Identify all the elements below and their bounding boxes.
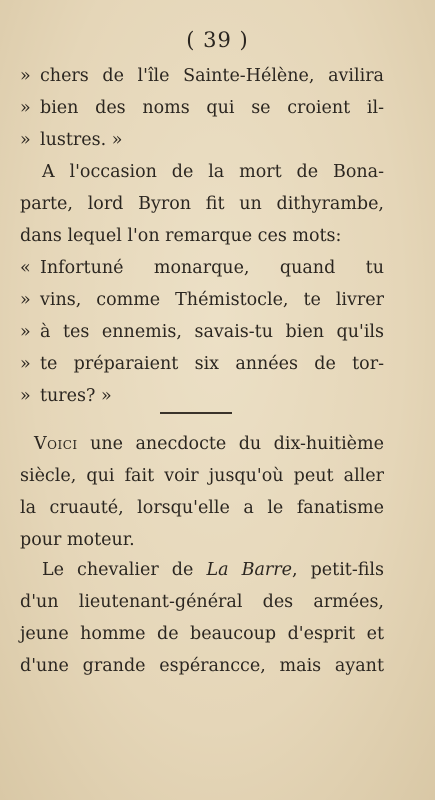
line-text: lustres. »: [40, 130, 123, 150]
line-text: d'un lieutenant-général des armées,: [20, 592, 384, 612]
quote-mark: »: [20, 66, 31, 86]
text-line: [20, 554, 384, 586]
line-text: la cruauté, lorsqu'elle a le fanatisme: [20, 498, 384, 518]
lead-word: Voici: [34, 434, 78, 454]
text-line: [20, 92, 384, 124]
line-text: siècle, qui fait voir jusqu'où peut aller: [20, 466, 384, 486]
quote-mark: «: [20, 258, 31, 278]
quote-mark: »: [20, 130, 31, 150]
quote-mark: »: [20, 290, 31, 310]
text-line: [20, 284, 384, 316]
text-line: [20, 156, 384, 188]
line-text: bien des noms qui se croient il-: [40, 98, 384, 118]
line-text: , petit-fils: [291, 560, 384, 580]
page-number: ( 39 ): [186, 28, 249, 52]
quote-mark: »: [20, 386, 31, 406]
text-line: [20, 252, 384, 284]
line-text: pour moteur.: [20, 530, 135, 550]
line-text: parte, lord Byron fit un dithyrambe,: [20, 194, 384, 214]
quote-continuation: [20, 60, 384, 156]
quote-mark: »: [20, 354, 31, 374]
text-line: [20, 650, 384, 682]
line-text: jeune homme de beaucoup d'esprit et: [20, 624, 384, 644]
line-text: chers de l'île Sainte-Hélène, avilira: [40, 66, 384, 86]
text-line: [20, 586, 384, 618]
name-la-barre: La Barre: [206, 560, 292, 580]
line-text: une anecdocte du dix-huitième: [90, 434, 384, 454]
line-text: A l'occasion de la mort de Bona-: [42, 162, 384, 182]
text-line: [20, 220, 384, 252]
line-text: à tes ennemis, savais-tu bien qu'ils: [40, 322, 384, 342]
text-line: [20, 524, 384, 556]
paragraph-byron: [20, 156, 384, 252]
text-line: [20, 380, 384, 412]
paragraph-la-barre: [20, 554, 384, 682]
section-divider: [160, 412, 232, 414]
line-text: vins, comme Thémistocle, te livrer: [40, 290, 384, 310]
line-text: Le chevalier de: [42, 560, 194, 580]
line-text: dans lequel l'on remarque ces mots:: [20, 226, 342, 246]
text-line: [20, 492, 384, 524]
text-line: [20, 460, 384, 492]
line-text: te préparaient six années de tor-: [40, 354, 384, 374]
text-line: [20, 428, 384, 460]
line-text: Infortuné monarque, quand tu: [40, 258, 384, 278]
text-line: [20, 60, 384, 92]
line-text: d'une grande espérancce, mais ayant: [20, 656, 384, 676]
quote-mark: »: [20, 98, 31, 118]
paragraph-anecdote: [20, 428, 384, 556]
text-line: [20, 188, 384, 220]
text-line: [20, 618, 384, 650]
quote-mark: »: [20, 322, 31, 342]
text-line: [20, 124, 384, 156]
line-text: tures? »: [40, 386, 112, 406]
text-line: [20, 348, 384, 380]
byron-quotation: [20, 252, 384, 412]
text-line: [20, 316, 384, 348]
